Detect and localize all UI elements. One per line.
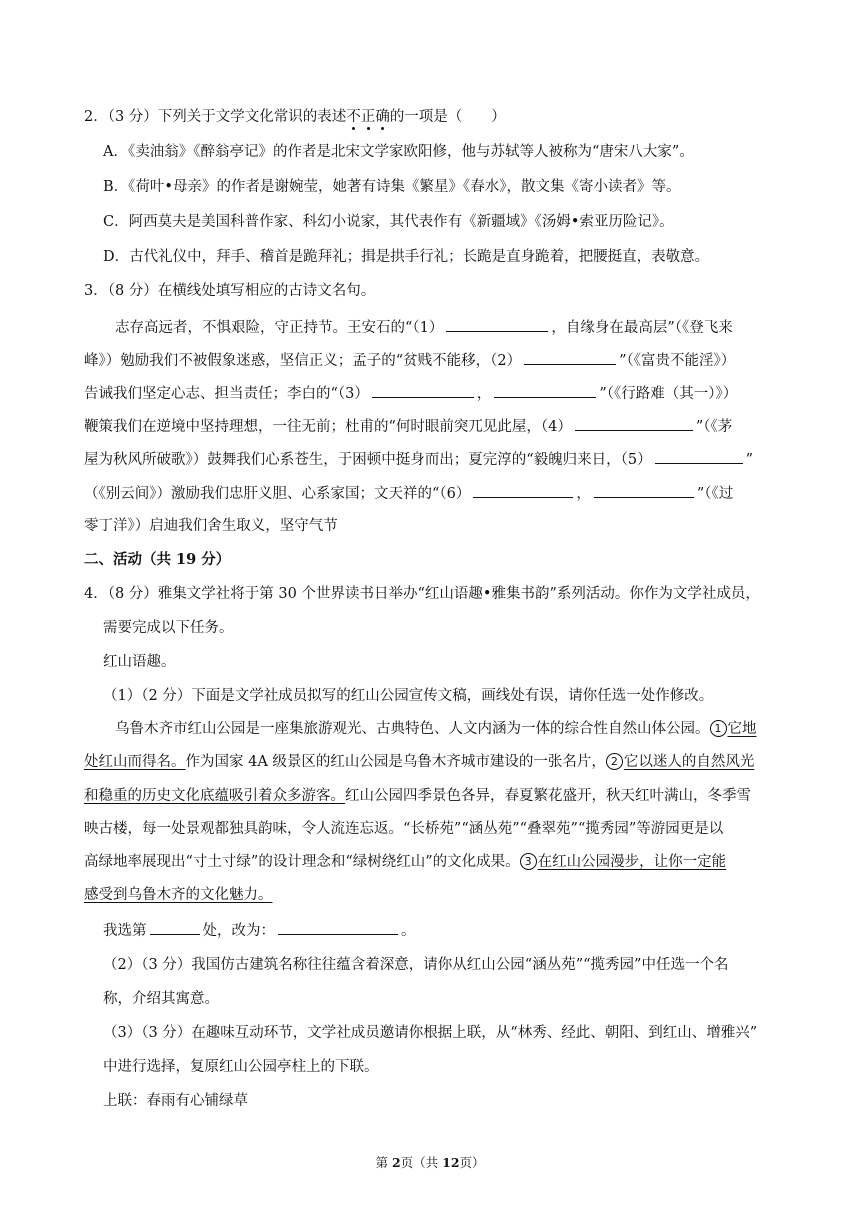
answer-blank-1[interactable]: [446, 317, 548, 332]
q4-sub2: （2）（3 分）我国仿古建筑名称往往蕴含着深意，请你从红山公园“涵丛苑”“揽秀园”中任选一个名: [103, 957, 729, 973]
para-line-4: 映古楼，每一处景观都独具韵味，令人流连忘返。“长桥苑”“涵丛苑”“叠翠苑”“揽秀园”等游园更是以: [84, 821, 724, 837]
q3-line-5: 屋为秋风所破歌》）鼓舞我们心系苍生，于困顿中挺身而出；夏完淳的“毅魄归来日，（5） ”: [84, 449, 753, 470]
q2-option-d: D．古代礼仪中，拜手、稽首是跪拜礼；揖是拱手行礼；长跪是直身跪着，把腰挺直，表敬意。: [103, 249, 710, 265]
answer-blank-2[interactable]: [524, 350, 616, 365]
q4-subtitle: 红山语趣。: [103, 654, 176, 670]
emphasis-char: 确: [375, 109, 390, 125]
q4-sub1: （1）（2 分）下面是文学社成员拟写的红山公园宣传文稿，画线处有误，请你任选一处作修改。: [103, 688, 714, 704]
choice-number-blank[interactable]: [150, 920, 200, 935]
q4-sub3: （3）（3 分）在趣味互动环节，文学社成员邀请你根据上联，从“林秀、经此、朝阳、到红山、增雅兴”: [103, 1025, 758, 1041]
para-line-2: 处红山而得名。作为国家 4A 级景区的红山公园是乌鲁木齐城市建设的一张名片， 2 它以迷人的自然风光: [84, 754, 755, 770]
para-line-6: 感受到乌鲁木齐的文化魅力。: [84, 887, 273, 903]
couplet-upper: 上联：春雨有心铺绿草: [103, 1093, 248, 1109]
q3-line-7: 零丁洋》）启迪我们舍生取义，坚守气节: [84, 518, 338, 534]
answer-blank-5[interactable]: [655, 449, 743, 464]
q3-line-2: 峰》）勉励我们不被假象迷惑，坚信正义；孟子的“贫贱不能移，（2） ”（《富贵不能淫》）: [84, 350, 735, 371]
answer-blank-3a[interactable]: [372, 383, 474, 398]
q4-sub2-cont: 称，介绍其寓意。: [103, 991, 219, 1007]
choose-line: 我选第 处，改为： 。: [103, 920, 416, 941]
para-line-1: 乌鲁木齐市红山公园是一座集旅游观光、古典特色、人文内涵为一体的综合性自然山体公园。 1 它地: [115, 721, 757, 737]
q3-line-1: 志存高远者，不惧艰险，守正持节。王安石的“（1） ，自缘身在最高层”（《登飞来: [115, 317, 733, 338]
answer-blank-6a[interactable]: [473, 483, 573, 498]
para-line-3: 和稳重的历史文化底蕴吸引着众多游客。红山公园四季景色各异，春夏繁花盛开，秋天红叶满山，冬季雪: [84, 788, 751, 804]
q2-option-a: A．《卖油翁》《醉翁亭记》的作者是北宋文学家欧阳修，他与苏轼等人被称为“唐宋八大家”。: [103, 144, 694, 160]
answer-blank-4[interactable]: [575, 416, 693, 431]
circled-number-1: 1: [710, 720, 727, 737]
q3-stem: 3．（8 分）在横线处填写相应的古诗文名句。: [84, 283, 376, 299]
emphasis-char: 不: [346, 109, 361, 125]
q3-line-3: 告诫我们坚定心志、担当责任；李白的“（3） ， ”（《行路难（其一）》）: [84, 383, 737, 404]
q4-sub3-cont: 中进行选择，复原红山公园亭柱上的下联。: [103, 1059, 379, 1075]
section-title: 二、活动（共 19 分）: [84, 551, 231, 568]
emphasis-char: 正: [360, 109, 376, 125]
q4-stem-cont: 需要完成以下任务。: [103, 620, 234, 636]
q2-option-c: C．阿西莫夫是美国科普作家、科幻小说家，其代表作有《新疆域》《汤姆•索亚历险记》。: [103, 214, 674, 230]
page-number: 2: [391, 1155, 401, 1170]
q3-line-6: （《别云间》）激励我们忠肝义胆、心系家国；文天祥的“（6） ， ”（《过: [84, 483, 733, 504]
page-footer: 第 2页（共 12页）: [375, 1155, 485, 1170]
answer-blank-6b[interactable]: [594, 483, 694, 498]
circled-number-3: 3: [520, 853, 537, 870]
circled-number-2: 2: [606, 753, 623, 770]
q3-line-4: 鞭策我们在逆境中坚持理想，一往无前；杜甫的“何时眼前突兀见此屋，（4） ”（《茅: [84, 416, 732, 437]
page-total: 12: [442, 1155, 460, 1170]
q2-option-b: B．《荷叶•母亲》的作者是谢婉莹，她著有诗集《繁星》《春水》，散文集《寄小读者》等。: [103, 179, 681, 195]
q4-stem: 4．（8 分）雅集文学社将于第 30 个世界读书日举办“红山语趣•雅集书韵”系列活动。你作为文学社成员，: [84, 586, 760, 602]
answer-blank-3b[interactable]: [494, 383, 596, 398]
revision-blank[interactable]: [278, 920, 398, 935]
q2-stem: 2．（3 分）下列关于文学文化常识的表述不正确的一项是（ ）: [84, 109, 506, 125]
para-line-5: 高绿地率展现出“寸土寸绿”的设计理念和“绿树绕红山”的文化成果。 3 在红山公园漫步，让你一定能: [84, 854, 727, 870]
